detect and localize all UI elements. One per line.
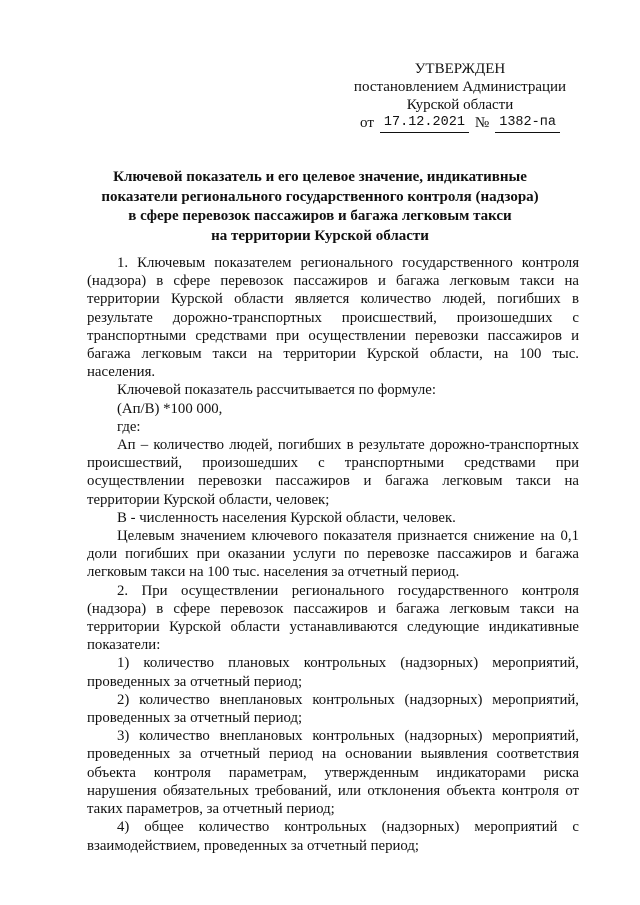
approval-date: 17.12.2021 — [380, 114, 469, 133]
number-prefix: № — [474, 115, 490, 131]
paragraph: 1. Ключевым показателем регионального государственного контроля (надзора) в сфере перевозок пассажиров и багажа легковым такси на территории Курской области является количество людей, погибших в результате дорожно-транспортных происшествий, произошедших с транспортными средствами при осуществлении перевозки пассажиров и багажа легковым такси на территории Курской области, на 100 тыс. населения. — [87, 255, 579, 381]
title-line-2: показатели регионального государственного контроля (надзора) — [101, 188, 539, 205]
approval-date-number — [350, 114, 570, 133]
approval-line-1: постановлением Администрации — [353, 79, 567, 95]
list-item: 3) количество внеплановых контрольных (надзорных) мероприятий, проведенных за отчетный период на основании выявления соответствия объекта контроля параметрам, утвержденным индикаторами риска нарушения обязательных требований, или отклонения объекта контроля от таких параметров, за отчетный период; — [87, 728, 579, 818]
title-line-3: в сфере перевозок пассажиров и багажа легковым такси — [128, 208, 512, 224]
formula: (Ап/В) *100 000, — [117, 400, 223, 417]
approved-heading: УТВЕРЖДЕН — [414, 61, 506, 77]
list-item: 4) общее количество контрольных (надзорных) мероприятий с взаимодействием, проведенных за отчетный период; — [87, 819, 579, 854]
paragraph: Целевым значением ключевого показателя признается снижение на 0,1 доли погибших при оказании услуги по перевозке пассажиров и багажа легковым такси на 100 тыс. населения за отчетный период. — [87, 528, 579, 581]
title-line-4: на территории Курской области — [211, 227, 429, 244]
paragraph: В - численность населения Курской области, человек. — [117, 509, 456, 526]
paragraph: Ключевой показатель рассчитывается по формуле: — [117, 382, 436, 399]
paragraph: 2. При осуществлении регионального государственного контроля (надзора) в сфере перевозок пассажиров и багажа легковым такси на территории Курской области устанавливаются следующие индикативные показатели: — [87, 582, 579, 654]
document-title — [70, 168, 570, 246]
list-item: 2) количество внеплановых контрольных (надзорных) мероприятий, проведенных за отчетный период; — [87, 691, 579, 727]
document-body — [87, 254, 579, 855]
paragraph: Ап – количество людей, погибших в результате дорожно-транспортных происшествий, произошедших с транспортными средствами при осуществлении перевозки пассажиров и багажа легковым такси на территории Курской области, человек; — [87, 437, 579, 508]
approval-number: 1382-па — [495, 114, 560, 133]
list-item: 1) количество плановых контрольных (надзорных) мероприятий, проведенных за отчетный период; — [87, 655, 579, 690]
date-prefix: от — [360, 115, 374, 131]
approval-line-2: Курской области — [406, 97, 514, 113]
paragraph: где: — [117, 418, 141, 435]
approval-stamp — [350, 60, 570, 133]
title-line-1: Ключевой показатель и его целевое значение, индикативные — [113, 169, 527, 185]
